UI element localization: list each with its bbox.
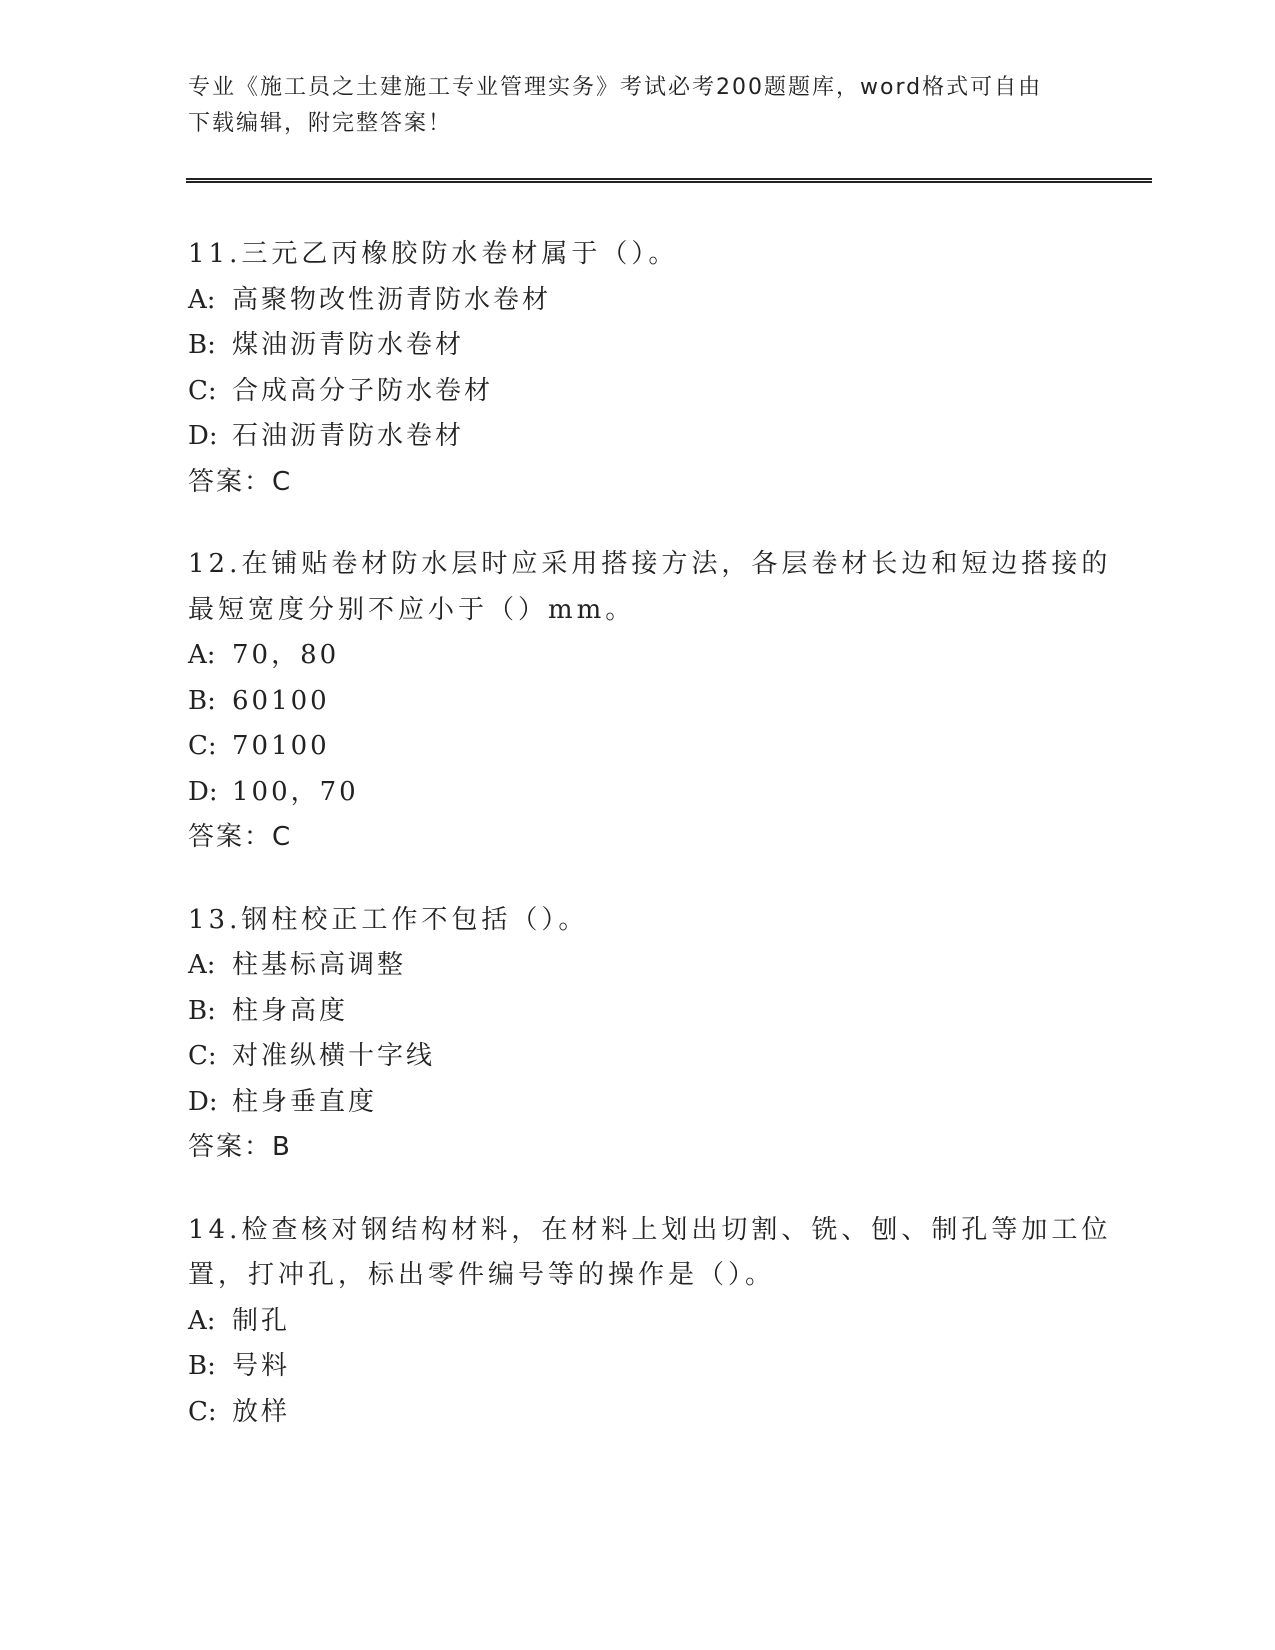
option-c [188, 369, 1088, 415]
question-text-continued: 最短宽度分别不应小于（）mm。 [188, 594, 636, 625]
question-text: 13.钢柱校正工作不包括（）。 [188, 904, 589, 935]
option-letter: C: [188, 375, 217, 406]
option-d [188, 414, 1088, 460]
option-a [188, 943, 1088, 989]
option-text: 60100 [232, 685, 330, 716]
option-text: 石油沥青防水卷材 [232, 421, 465, 451]
option-text: 柱身垂直度 [232, 1086, 378, 1117]
answer-line: 答案：B [188, 1132, 292, 1162]
option-text: 柱基标高调整 [232, 950, 407, 980]
option-text: 70100 [232, 731, 330, 761]
option-letter: C: [188, 1396, 217, 1427]
option-text: 合成高分子防水卷材 [232, 375, 494, 406]
header-line-2: 下载编辑，附完整答案！ [188, 111, 453, 136]
option-text: 高聚物改性沥青防水卷材 [232, 284, 552, 315]
option-text: 号料 [232, 1351, 291, 1381]
option-letter: A: [188, 640, 216, 670]
option-letter: B: [188, 995, 216, 1026]
document-header [188, 70, 1088, 142]
question-13 [188, 898, 1088, 1171]
option-b [188, 989, 1088, 1035]
option-d [188, 1080, 1088, 1126]
option-text: 70，80 [232, 640, 340, 670]
option-c [188, 1390, 1088, 1436]
question-12 [188, 542, 1112, 861]
answer-line: 答案：C [188, 466, 293, 497]
option-text: 煤油沥青防水卷材 [232, 330, 465, 360]
option-letter: C: [188, 731, 217, 761]
question-text: 12.在铺贴卷材防水层时应采用搭接方法，各层卷材长边和短边搭接的 [188, 549, 1112, 579]
question-text: 14.检查核对钢结构材料，在材料上划出切割、铣、刨、制孔等加工位 [188, 1214, 1112, 1245]
question-text-continued: 置，打冲孔，标出零件编号等的操作是（）。 [188, 1260, 776, 1290]
option-text: 对准纵横十字线 [232, 1041, 436, 1071]
header-double-rule [186, 178, 1152, 183]
question-list [188, 232, 1112, 1472]
option-c [188, 724, 1088, 770]
header-line-1: 专业《施工员之土建施工专业管理实务》考试必考200题题库，word格式可自由 [188, 75, 1043, 100]
option-letter: D: [188, 1086, 218, 1117]
option-letter: D: [188, 421, 218, 451]
option-letter: A: [188, 950, 216, 980]
option-d [188, 770, 1088, 816]
option-text: 制孔 [232, 1305, 291, 1336]
option-text: 100，70 [232, 776, 359, 807]
question-11 [188, 232, 1088, 505]
option-letter: B: [188, 685, 216, 716]
option-text: 放样 [232, 1396, 291, 1427]
option-b [188, 323, 1088, 369]
option-letter: A: [188, 284, 216, 315]
option-b [188, 1344, 1088, 1390]
option-a [188, 1299, 1088, 1345]
option-letter: A: [188, 1305, 216, 1336]
option-text: 柱身高度 [232, 995, 349, 1026]
question-text: 11.三元乙丙橡胶防水卷材属于（）。 [188, 239, 679, 269]
answer-line: 答案：C [188, 822, 293, 852]
option-letter: B: [188, 1351, 216, 1381]
option-letter: B: [188, 330, 216, 360]
option-c [188, 1034, 1088, 1080]
option-letter: C: [188, 1041, 217, 1071]
option-b [188, 679, 1088, 725]
option-letter: D: [188, 776, 218, 807]
question-14 [188, 1208, 1112, 1436]
option-a [188, 278, 1088, 324]
option-a [188, 633, 1088, 679]
